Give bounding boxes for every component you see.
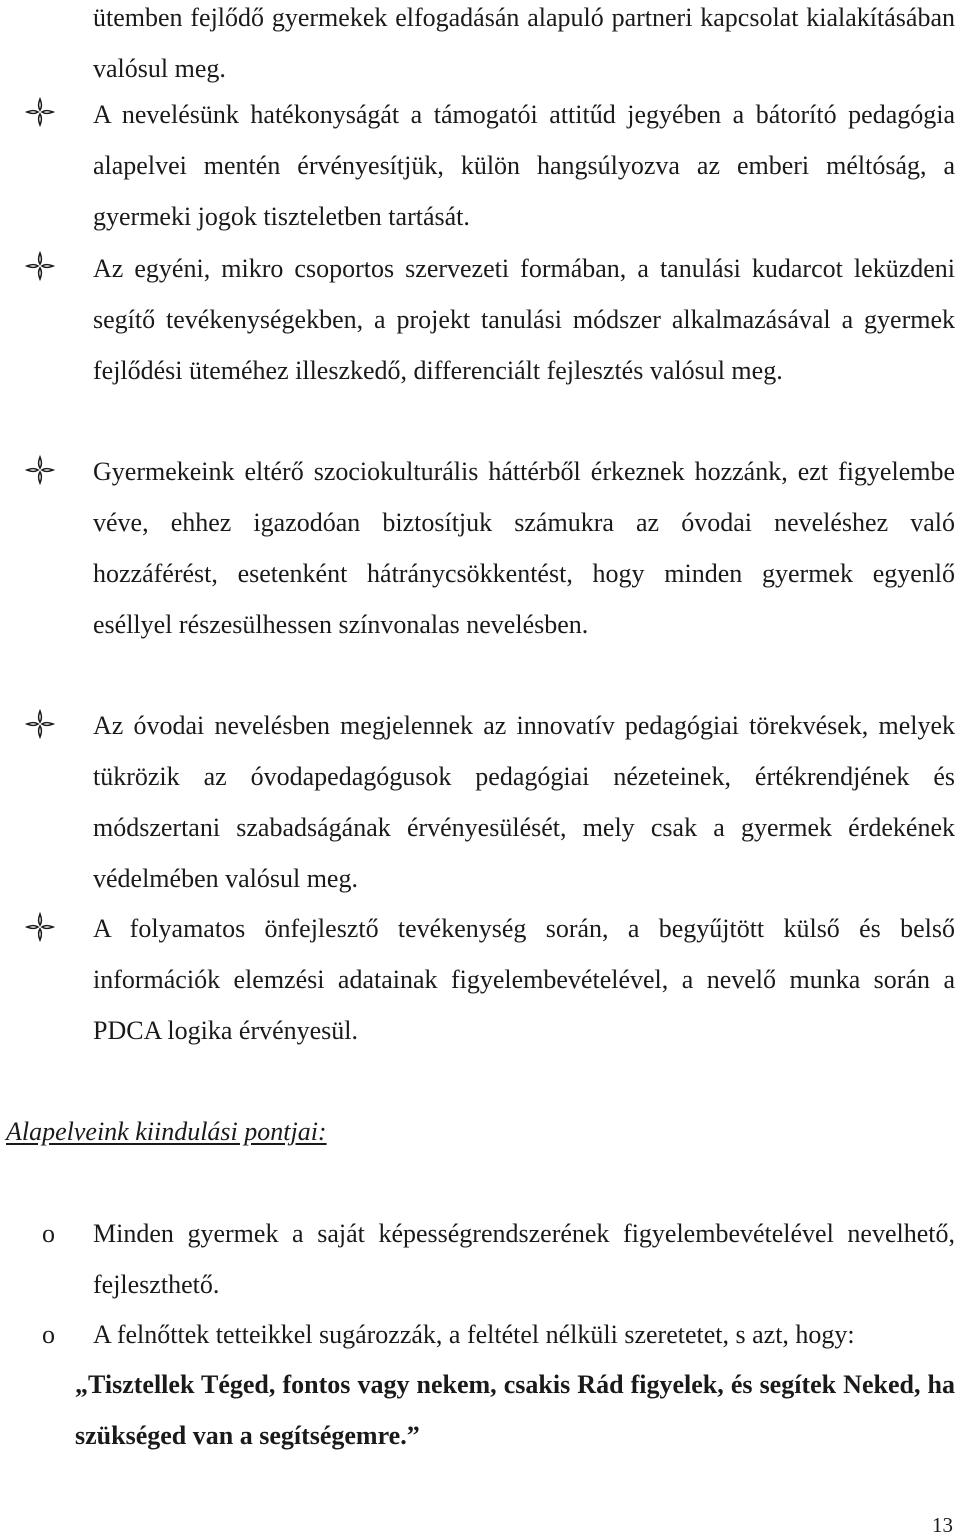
bold-quote: „Tisztellek Téged, fontos vagy nekem, csakis Rád figyelek, és segítek Neked, ha szükséged van a segítségemre.” <box>75 1370 955 1450</box>
circle-list-marker: o <box>42 1219 55 1248</box>
intro-paragraph-tail: ütemben fejlődő gyermekek elfogadásán alapuló partneri kapcsolat kialakításában valósul meg. <box>93 3 955 83</box>
bullet-paragraph-2: Az egyéni, mikro csoportos szervezeti formában, a tanulási kudarcot leküzdeni segítő tevékenységekben, a projekt tanulási módszer alkalmazásával a gyermek fejlődési üteméhez illeszkedő, differenciált fejlesztés valósul meg. <box>93 254 955 385</box>
page-number: 13 <box>932 1513 953 1537</box>
diamond-bullet-icon <box>22 706 58 742</box>
bullet-paragraph-3: Gyermekeink eltérő szociokulturális háttérből érkeznek hozzánk, ezt figyelembe véve, ehhez igazodóan biztosítjuk számukra az óvodai neveléshez való hozzáférést, esetenként hátránycsökkentést, hogy minden gyermek egyenlő eséllyel részesülhessen színvonalas nevelésben. <box>93 457 955 639</box>
bullet-paragraph-5: A folyamatos önfejlesztő tevékenység során, a begyűjtött külső és belső információk elemzési adatainak figyelembevételével, a nevelő munka során a PDCA logika érvényesül. <box>93 914 955 1045</box>
bullet-paragraph-4: Az óvodai nevelésben megjelennek az innovatív pedagógiai törekvések, melyek tükrözik az óvodapedagógusok pedagógiai nézeteinek, értékrendjének és módszertani szabadságának érvényesülését, mely csak a gyermek érdekének védelmében valósul meg. <box>93 711 955 893</box>
circle-list-item-2: A felnőttek tetteikkel sugározzák, a feltétel nélküli szeretetet, s azt, hogy: <box>93 1320 855 1349</box>
circle-list-marker: o <box>42 1320 55 1349</box>
diamond-bullet-icon <box>22 909 58 945</box>
diamond-bullet-icon <box>22 248 58 284</box>
bullet-paragraph-1: A nevelésünk hatékonyságát a támogatói attitűd jegyében a bátorító pedagógia alapelvei mentén érvényesítjük, külön hangsúlyozva az emberi méltóság, a gyermeki jogok tiszteletben tartását. <box>93 100 955 231</box>
diamond-bullet-icon <box>22 94 58 130</box>
diamond-bullet-icon <box>22 452 58 488</box>
section-heading: Alapelveink kiindulási pontjai: <box>6 1117 327 1146</box>
circle-list-item-1: Minden gyermek a saját képességrendszerének figyelembevételével nevelhető, fejleszthető. <box>93 1219 955 1299</box>
